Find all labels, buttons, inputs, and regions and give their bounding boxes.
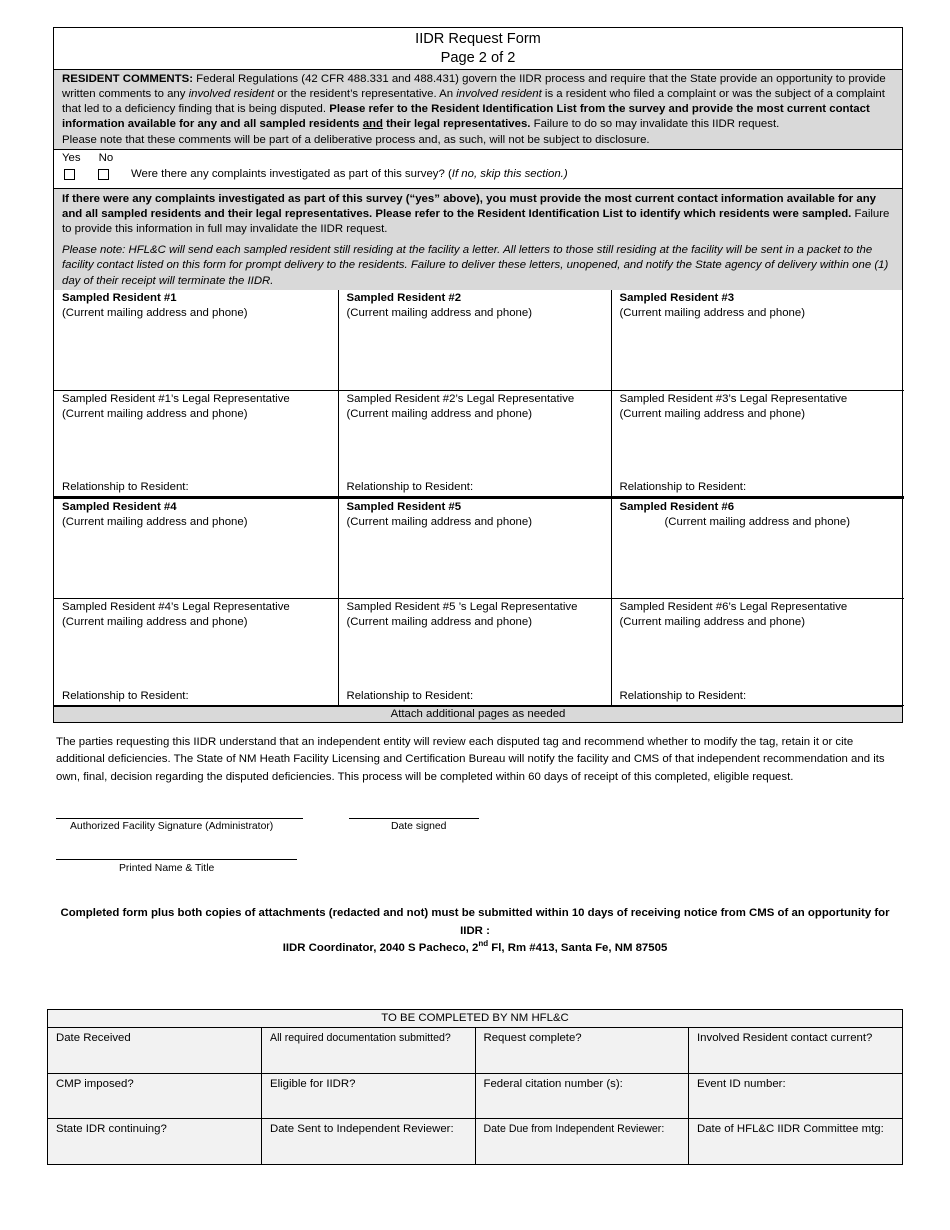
rep-1-label: Sampled Resident #1’s Legal Representative xyxy=(62,393,290,406)
yes-label: Yes xyxy=(62,151,81,164)
resident-6-field[interactable] xyxy=(611,498,904,599)
rep-5-field[interactable] xyxy=(338,599,611,706)
form-title-text: IIDR Request Form xyxy=(415,31,541,47)
rep-6-sub: (Current mailing address and phone) xyxy=(619,616,806,629)
comments-bold-2: their legal representatives. xyxy=(382,118,531,131)
resident-3-sub: (Current mailing address and phone) xyxy=(619,306,806,319)
no-label: No xyxy=(98,151,114,164)
form-page xyxy=(53,27,903,723)
no-checkbox[interactable] xyxy=(98,169,109,180)
hflc-header: TO BE COMPLETED BY NM HFL&C xyxy=(48,1010,902,1028)
instructions-bold: If there were any complaints investigated as part of this survey (“yes” above), you must provide the most current contact information available for any and all sampled residents and their legal representatives. Please refer to the Resident Identification List to identify which residents were sampled. xyxy=(62,192,877,220)
attach-pages-note: Attach additional pages as needed xyxy=(54,706,902,722)
rep-2-sub: (Current mailing address and phone) xyxy=(346,408,533,421)
resident-4-label: Sampled Resident #4 xyxy=(62,501,177,514)
comments-text-2: involved resident xyxy=(188,88,275,101)
instructions-tail: Failure to provide this information in full may invalidate the IIDR request. xyxy=(62,207,890,236)
yes-checkbox[interactable] xyxy=(64,169,75,180)
resident-5-label: Sampled Resident #5 xyxy=(346,501,462,514)
instructions-note: Please note: HFL&C will send each sampled resident still residing at the facility a letter. All letters to those still residing at the facility will be sent in a packet to the facility contact listed on this form for prompt delivery to the residents. Failure to deliver these letters, unopened, and notify the State agency of delivery within one (1) day of their receipt will terminate the IIDR. xyxy=(62,244,889,287)
resident-3-label: Sampled Resident #3 xyxy=(619,291,735,304)
resident-5-sub: (Current mailing address and phone) xyxy=(346,516,533,529)
comments-text-5: is a resident who filed a complaint or was the subject of a complaint that led to a deficiency finding that is being disputed. xyxy=(62,88,885,116)
hflc-office-use-box xyxy=(47,1009,903,1165)
resident-1-sub: (Current mailing address and phone) xyxy=(62,306,248,319)
request-complete-field[interactable]: Request complete? xyxy=(475,1028,689,1073)
eligible-iidr-field[interactable]: Eligible for IIDR? xyxy=(262,1073,476,1118)
rep-5-label: Sampled Resident #5 ’s Legal Representative xyxy=(346,601,578,614)
complaints-instructions xyxy=(54,189,902,290)
comments-text-1: Federal Regulations (42 CFR 488.331 and 488.431) govern the IIDR process and require that the State provide an opportunity to provide written comments to any xyxy=(62,73,886,101)
rep-1-sub: (Current mailing address and phone) xyxy=(62,408,248,421)
rep-6-label: Sampled Resident #6’s Legal Representative xyxy=(619,601,848,614)
comments-bold-and: and xyxy=(362,118,383,131)
complaints-question-text: Were there any complaints investigated as part of this survey? (If no, skip this section.) xyxy=(131,167,568,180)
hflc-grid xyxy=(48,1028,902,1164)
printed-name-line[interactable] xyxy=(56,859,297,860)
rep-3-field[interactable] xyxy=(611,391,904,498)
rep-2-relationship: Relationship to Resident: xyxy=(346,481,474,494)
resident-2-field[interactable] xyxy=(338,290,611,391)
resident-1-label: Sampled Resident #1 xyxy=(62,291,177,304)
contact-current-field[interactable]: Involved Resident contact current? xyxy=(689,1028,903,1073)
state-idr-field[interactable]: State IDR continuing? xyxy=(48,1118,262,1164)
resident-5-field[interactable] xyxy=(338,498,611,599)
rep-4-label: Sampled Resident #4’s Legal Representative xyxy=(62,601,290,614)
event-id-field[interactable]: Event ID number: xyxy=(689,1073,903,1118)
rep-4-field[interactable] xyxy=(54,599,338,706)
rep-1-relationship: Relationship to Resident: xyxy=(62,481,189,494)
auth-signature-label: Authorized Facility Signature (Administrator) xyxy=(70,821,274,832)
rep-3-label: Sampled Resident #3’s Legal Representative xyxy=(619,393,848,406)
resident-6-sub: (Current mailing address and phone) xyxy=(664,516,851,529)
page-indicator: Page 2 of 2 xyxy=(440,50,516,66)
rep-5-relationship: Relationship to Resident: xyxy=(346,690,474,703)
submission-instructions xyxy=(56,905,894,958)
complaints-question xyxy=(54,150,902,189)
auth-signature-line[interactable] xyxy=(56,818,303,819)
comments-disclosure-note: Please note that these comments will be part of a deliberative process and, as such, will not be subject to disclosure. xyxy=(62,133,650,146)
resident-2-sub: (Current mailing address and phone) xyxy=(346,306,533,319)
rep-2-label: Sampled Resident #2’s Legal Representative xyxy=(346,393,575,406)
resident-1-field[interactable] xyxy=(54,290,338,391)
agreement-paragraph: The parties requesting this IIDR understand that an independent entity will review each disputed tag and recommend whether to modify the tag, retain it or cite additional deficiencies. The State of NM Heath Facility Licensing and Certification Bureau will notify the facility and CMS of that independent recommendation and its own, final, decision regarding the disputed deficiencies. This process will be completed within 60 days of receipt of this completed, eligible request. xyxy=(56,736,885,783)
comments-text-6: Failure to do so may invalidate this IIDR request. xyxy=(530,118,780,131)
resident-comments-section xyxy=(54,70,902,150)
rep-1-field[interactable] xyxy=(54,391,338,498)
resident-2-label: Sampled Resident #2 xyxy=(346,291,462,304)
resident-4-field[interactable] xyxy=(54,498,338,599)
comments-text-3: or the resident’s representative. An xyxy=(274,88,457,101)
comments-bold-1: Please refer to the Resident Identification List from the survey and provide the most current contact information available for any and all sampled residents xyxy=(62,103,870,131)
resident-6-label: Sampled Resident #6 xyxy=(619,501,735,514)
form-title xyxy=(54,28,902,70)
cmp-imposed-field[interactable]: CMP imposed? xyxy=(48,1073,262,1118)
rep-6-relationship: Relationship to Resident: xyxy=(619,690,747,703)
date-signed-label: Date signed xyxy=(391,821,447,832)
rep-2-field[interactable] xyxy=(338,391,611,498)
date-signed-line[interactable] xyxy=(349,818,479,819)
printed-name-label: Printed Name & Title xyxy=(119,863,215,874)
rep-3-relationship: Relationship to Resident: xyxy=(619,481,747,494)
resident-4-sub: (Current mailing address and phone) xyxy=(62,516,248,529)
rep-4-sub: (Current mailing address and phone) xyxy=(62,616,248,629)
resident-3-field[interactable] xyxy=(611,290,904,391)
rep-3-sub: (Current mailing address and phone) xyxy=(619,408,806,421)
comments-text-4: involved resident xyxy=(456,88,542,101)
comments-label: RESIDENT COMMENTS: xyxy=(62,73,193,85)
sampled-residents-table xyxy=(54,290,904,707)
rep-4-relationship: Relationship to Resident: xyxy=(62,690,189,703)
date-received-field[interactable]: Date Received xyxy=(48,1028,262,1073)
date-due-reviewer-field[interactable]: Date Due from Independent Reviewer: xyxy=(475,1118,689,1164)
submission-address: IIDR Coordinator, 2040 S Pacheco, 2nd Fl, Rm #413, Santa Fe, NM 87505 xyxy=(282,939,668,954)
docs-submitted-field[interactable]: All required documentation submitted? xyxy=(262,1028,476,1073)
rep-6-field[interactable] xyxy=(611,599,904,706)
rep-5-sub: (Current mailing address and phone) xyxy=(346,616,533,629)
committee-date-field[interactable]: Date of HFL&C IIDR Committee mtg: xyxy=(689,1118,903,1164)
submission-line-1: Completed form plus both copies of attachments (redacted and not) must be submitted within 10 days of receiving notice from CMS of an opportunity for IIDR : xyxy=(60,907,890,937)
date-sent-reviewer-field[interactable]: Date Sent to Independent Reviewer: xyxy=(262,1118,476,1164)
federal-citation-field[interactable]: Federal citation number (s): xyxy=(475,1073,689,1118)
